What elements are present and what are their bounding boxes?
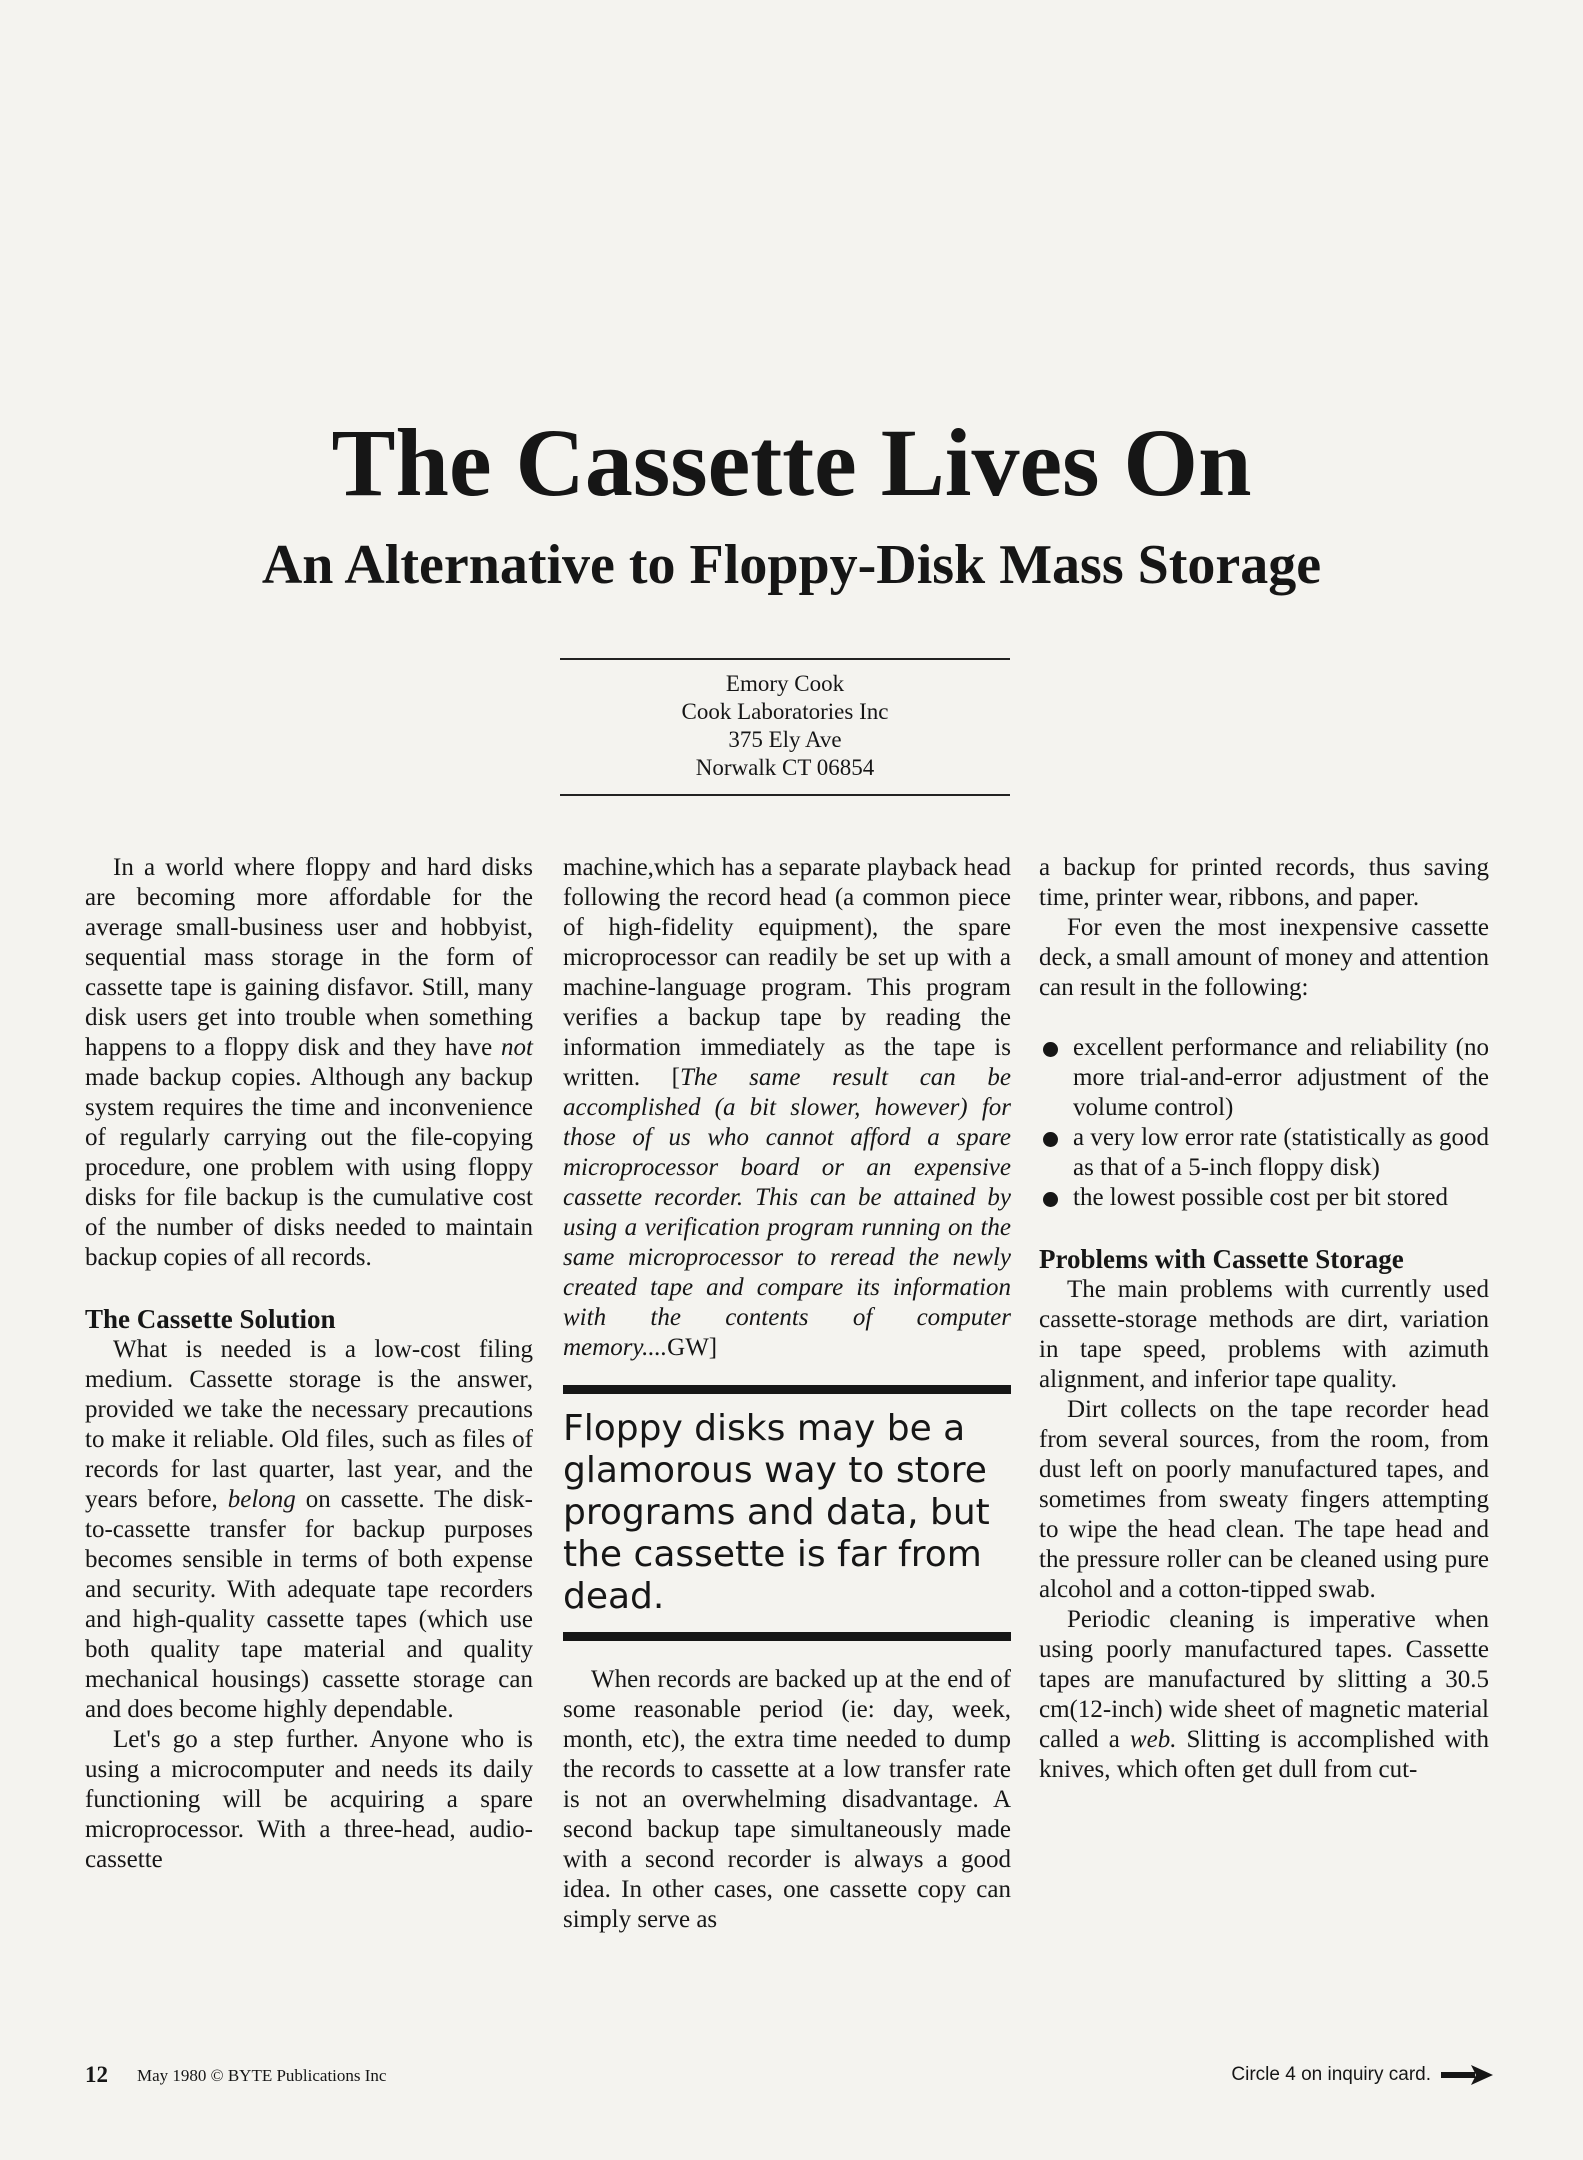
author-city: Norwalk CT 06854	[695, 755, 875, 780]
pull-quote: Floppy disks may be a glamorous way to store programs and data, but the cassette is far from dead.	[563, 1385, 1011, 1641]
page-number: 12	[85, 2062, 108, 2087]
section-heading-problems: Problems with Cassette Storage	[1039, 1244, 1404, 1274]
author-byline	[560, 658, 1010, 796]
paragraph: machine,which has a separate playback head following the record head (a common piece of high-fidelity equipment), the spare microprocessor can readily be set up with a machine-language program. This program verifies a backup tape by reading the information immediately as the tape is written. [The same result can be accomplished (a bit slower, however) for those of us who cannot afford a spare microprocessor board or an expensive cassette recorder. This can be attained by using a verification program running on the same microprocessor to reread the newly created tape and compare its information with the contents of computer memory....GW]	[563, 854, 1012, 1361]
list-item: excellent performance and reliability (no more trial-and-error adjustment of the volume control)	[1039, 1033, 1489, 1123]
paragraph: The main problems with currently used cassette-storage methods are dirt, variation in tape speed, problems with azimuth alignment, and inferior tape quality.	[1039, 1276, 1489, 1393]
page-footer	[85, 2060, 1493, 2090]
section-heading-cassette-solution: The Cassette Solution	[85, 1304, 336, 1334]
paragraph: Periodic cleaning is imperative when using poorly manufactured tapes. Cassette tapes are manufactured by slitting a 30.5 cm(12-inch) wide sheet of magnetic material called a web. Slitting is accomplished with knives, which often get dull from cut-	[1039, 1606, 1489, 1783]
paragraph: For even the most inexpensive cassette deck, a small amount of money and attention can result in the following:	[1039, 914, 1489, 1001]
bullet-icon	[1043, 1132, 1058, 1147]
author-name: Emory Cook	[725, 671, 845, 696]
benefit-list	[1039, 1033, 1489, 1213]
column-1	[85, 853, 533, 1875]
bullet-icon	[1043, 1192, 1058, 1207]
column-2	[563, 853, 1011, 1935]
paragraph: What is needed is a low-cost filing medium. Cassette storage is the answer, provided we take the necessary precautions to make it reliable. Old files, such as files of records for last quarter, last year, and the years before, belong on cassette. The disk-to-cassette transfer for backup purposes becomes sensible in terms of both expense and security. With adequate tape recorders and high-quality cassette tapes (which use both quality tape material and quality mechanical housings) cassette storage can and does become highly dependable.	[85, 1336, 533, 1723]
paragraph: Let's go a step further. Anyone who is using a microcomputer and needs its daily functioning will be acquiring a spare microprocessor. With a three-head, audio-cassette	[85, 1726, 533, 1873]
publication-credit: May 1980 © BYTE Publications Inc	[137, 2066, 387, 2085]
column-3	[1039, 853, 1489, 1785]
paragraph: Dirt collects on the tape recorder head from several sources, from the room, from dust left on poorly manufactured tapes, and sometimes from sweaty fingers attempting to wipe the head clean. The tape head and the pressure roller can be cleaned using pure alcohol and a cotton-tipped swab.	[1039, 1396, 1489, 1603]
paragraph: When records are backed up at the end of some reasonable period (ie: day, week, month, etc), the extra time needed to dump the records to cassette at a low transfer rate is not an overwhelming disadvantage. A second backup tape simultaneously made with a second recorder is always a good idea. In other cases, one cassette copy can simply serve as	[563, 1666, 1011, 1933]
author-address: 375 Ely Ave	[728, 727, 842, 752]
inquiry-note: Circle 4 on inquiry card.	[1231, 2064, 1431, 2085]
paragraph: a backup for printed records, thus saving time, printer wear, ribbons, and paper.	[1039, 854, 1489, 911]
article-title: The Cassette Lives On	[331, 409, 1252, 516]
right-arrow-icon	[1441, 2064, 1493, 2086]
list-item: a very low error rate (statistically as good as that of a 5-inch floppy disk)	[1039, 1123, 1489, 1183]
intro-paragraph: In a world where floppy and hard disks are becoming more affordable for the average small-business user and hobbyist, sequential mass storage in the form of cassette tape is gaining disfavor. Still, many disk users get into trouble when something happens to a floppy disk and they have not made backup copies. Although any backup system requires the time and inconvenience of regularly carrying out the file-copying procedure, one problem with using floppy disks for file backup is the cumulative cost of the number of disks needed to maintain backup copies of all records.	[85, 854, 533, 1271]
list-item: the lowest possible cost per bit stored	[1039, 1183, 1489, 1213]
author-company: Cook Laboratories Inc	[681, 699, 889, 724]
editor-note: The same result can be accomplished (a bit slower, however) for those of us who cannot afford a spare microprocessor board or an expensive cassette recorder. This can be attained by using a verification program running on the same microprocessor to reread the newly created tape and compare its information with the contents of computer memory....	[563, 1064, 1012, 1361]
bullet-icon	[1043, 1042, 1058, 1057]
article-subtitle: An Alternative to Floppy-Disk Mass Storage	[261, 534, 1322, 596]
